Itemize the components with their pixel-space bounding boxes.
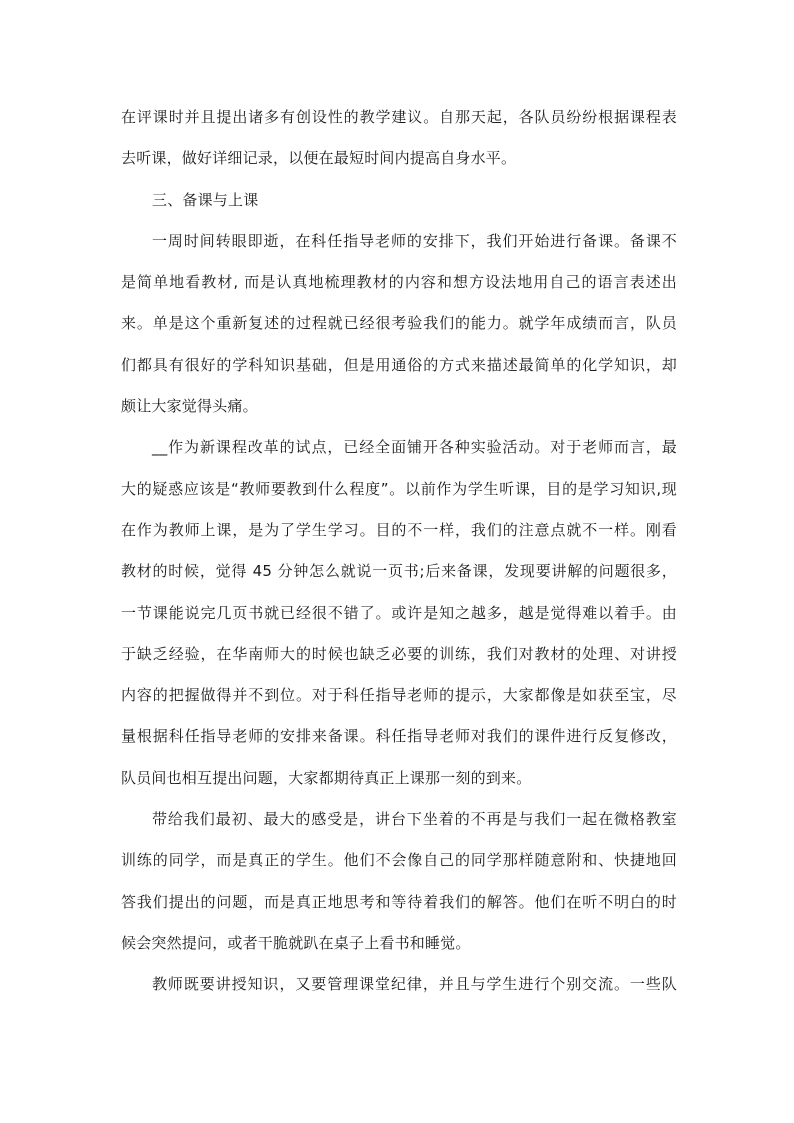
- section-heading: 三、备课与上课: [152, 190, 259, 209]
- text-line: 教材的时候，觉得 45 分钟怎么就说一页书;后来备课，发现要讲解的问题很多，: [121, 562, 677, 581]
- text-line: 来。单是这个重新复述的过程就已经很考验我们的能力。就学年成绩而言，队员: [121, 314, 677, 333]
- text-line: 颇让大家觉得头痛。: [121, 397, 258, 416]
- text-line: 是简单地看教材, 而是认真地梳理教材的内容和想方设法地用自己的语言表述出: [121, 273, 677, 292]
- text-line: 量根据科任指导老师的安排来备课。科任指导老师对我们的课件进行反复修改，: [121, 727, 677, 746]
- text-line: 大的疑惑应该是“教师要教到什么程度”。以前作为学生听课，目的是学习知识,现: [121, 479, 677, 498]
- text-line: 带给我们最初、最大的感受是，讲台下坐着的不再是与我们一起在微格教室: [152, 810, 677, 829]
- text-line: 一周时间转眼即逝，在科任指导老师的安排下，我们开始进行备课。备课不: [152, 231, 677, 250]
- text-line: 在评课时并且提出诸多有创设性的教学建议。自那天起，各队员纷纷根据课程表: [121, 108, 677, 126]
- text-line: 内容的把握做得并不到位。对于科任指导老师的提示，大家都像是如获至宝，尽: [121, 686, 677, 705]
- text-line: 在作为教师上课，是为了学生学习。目的不一样，我们的注意点就不一样。刚看: [121, 520, 677, 539]
- text-line: 一节课能说完几页书就已经很不错了。或许是知之越多，越是觉得难以着手。由: [121, 603, 677, 622]
- text-line: 教师既要讲授知识，又要管理课堂纪律，并且与学生进行个别交流。一些队: [152, 975, 677, 994]
- text-line: 于缺乏经验，在华南师大的时候也缺乏必要的训练，我们对教材的处理、对讲授: [121, 644, 677, 663]
- text-line: __作为新课程改革的试点，已经全面铺开各种实验活动。对于老师而言，最: [152, 438, 677, 457]
- text-line: 队员间也相互提出问题，大家都期待真正上课那一刻的到来。: [121, 768, 532, 787]
- text-line: 答我们提出的问题，而是真正地思考和等待着我们的解答。他们在听不明白的时: [121, 892, 677, 911]
- text-line: 们都具有很好的学科知识基础，但是用通俗的方式来描述最简单的化学知识，却: [121, 355, 677, 374]
- text-line: 候会突然提问，或者干脆就趴在桌子上看书和睡觉。: [121, 933, 471, 952]
- text-line: 去听课，做好详细记录，以便在最短时间内提高自身水平。: [121, 149, 517, 168]
- text-line: 训练的同学，而是真正的学生。他们不会像自己的同学那样随意附和、快捷地回: [121, 851, 677, 870]
- body-text: [121, 99, 677, 1008]
